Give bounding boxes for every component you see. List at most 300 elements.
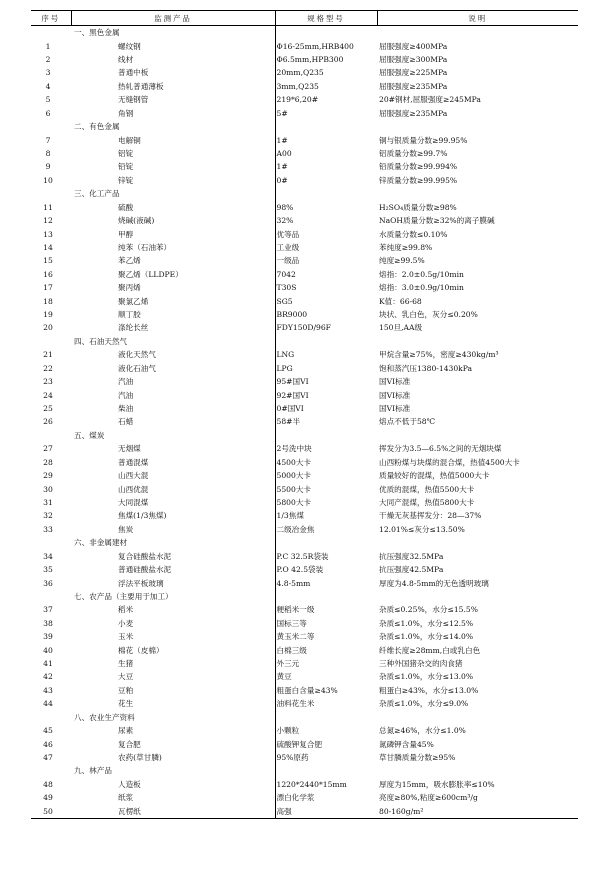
- product-name-cell: [71, 563, 275, 576]
- product-name-cell: [71, 482, 275, 495]
- spec-cell: Φ6.5mm,HPB300: [275, 53, 377, 66]
- note-cell: 铝质量分数≥99.7%: [379, 149, 448, 158]
- product-name-cell: [71, 147, 275, 160]
- spec-cell: 小颗粒: [275, 724, 377, 737]
- product-name-cell: [71, 576, 275, 589]
- spec-cell: LPG: [275, 362, 377, 375]
- product-name: 豆粕: [118, 685, 134, 695]
- note-cell: 纤维长度≥28mm,白或乳白色: [379, 645, 481, 655]
- table-row: [31, 281, 578, 294]
- spec-cell: 1#: [275, 133, 377, 146]
- category-name: 三、化工产品: [74, 189, 120, 199]
- product-name: 甲醇: [118, 229, 134, 239]
- product-name: 无缝钢管: [118, 95, 149, 105]
- table-row: [31, 643, 578, 656]
- note-cell: 厚度为4.8-5mm的无色透明玻璃: [379, 578, 489, 588]
- note-cell: 铜与银质量分数≥99.95%: [379, 135, 468, 145]
- row-number: 27: [43, 444, 53, 454]
- note-cell: 优质的混煤，热值5500大卡: [379, 484, 475, 494]
- product-name: 纸浆: [118, 793, 134, 803]
- note-cell: 大同产混煤，热值5800大卡: [379, 497, 475, 507]
- spec-cell: [275, 711, 377, 724]
- spec-cell: 1/3焦煤: [275, 509, 377, 522]
- category-name: 八、农业生产资料: [74, 712, 135, 722]
- spec-cell: 7042: [275, 268, 377, 281]
- note-cell: 国VI标准: [379, 377, 411, 387]
- table-row: [31, 254, 578, 267]
- product-name: 农药(草甘膦): [118, 752, 162, 762]
- category-row: [31, 335, 578, 348]
- row-number: 29: [43, 471, 53, 481]
- row-number: 6: [45, 108, 51, 118]
- product-name-cell: [71, 308, 275, 321]
- note-cell: [377, 536, 578, 549]
- product-name: 液化天然气: [118, 350, 156, 360]
- product-name-cell: [71, 362, 275, 375]
- note-cell: 熔点不低于58℃: [379, 417, 436, 427]
- spec-cell: 1220*2440*15mm: [275, 778, 377, 791]
- row-number: 11: [43, 202, 53, 212]
- product-name: 无烟煤: [118, 444, 141, 454]
- row-number: 43: [43, 685, 53, 695]
- row-number: 4: [45, 81, 51, 91]
- spec-cell: 黄豆: [275, 670, 377, 683]
- note-cell: 三种外国猪杂交的肉食猪: [379, 659, 463, 669]
- row-number: 1: [45, 41, 51, 51]
- spec-cell: 油料花生米: [275, 697, 377, 710]
- product-name-cell: [71, 375, 275, 388]
- row-number: [31, 187, 71, 200]
- table-row: [31, 509, 578, 522]
- product-name: 角钢: [118, 108, 134, 118]
- spec-cell: 粳稻米一级: [275, 603, 377, 616]
- table-row: [31, 603, 578, 616]
- note-cell: [377, 335, 578, 348]
- spec-cell: 4500大卡: [275, 456, 377, 469]
- product-name: 复合硅酸盐水泥: [118, 551, 172, 561]
- product-name-cell: [71, 388, 275, 401]
- spec-cell: 高强: [275, 804, 377, 818]
- spec-cell: 二级冶金焦: [275, 523, 377, 536]
- note-cell: 山西粉煤与块煤的混合煤，热值4500大卡: [379, 457, 520, 467]
- table-row: [31, 268, 578, 281]
- category-name: 二、有色金属: [74, 122, 120, 132]
- product-name-cell: [71, 107, 275, 120]
- table-row: [31, 133, 578, 146]
- note-cell: [377, 26, 578, 40]
- product-name: 苯乙烯: [118, 256, 141, 266]
- spec-cell: 95%原药: [275, 751, 377, 764]
- note-cell: 纯度≥99.5%: [379, 256, 425, 266]
- product-name: 液化石油气: [118, 363, 156, 373]
- spec-cell: 工业级: [275, 241, 377, 254]
- note-cell: 铅质量分数≥99.994%: [379, 162, 458, 172]
- spec-cell: 白棉三级: [275, 643, 377, 656]
- product-name-cell: [71, 791, 275, 804]
- spec-cell: 0#国VI: [275, 402, 377, 415]
- note-cell: [377, 764, 578, 777]
- product-name: 纯苯（石油苯）: [118, 242, 172, 252]
- note-cell: [377, 590, 578, 603]
- note-cell: 屈服强度≥235MPa: [379, 108, 448, 118]
- table-row: [31, 294, 578, 307]
- row-number: 49: [43, 793, 53, 803]
- header-product: 监测产品: [71, 11, 275, 26]
- row-number: 46: [43, 739, 53, 749]
- row-number: 40: [43, 645, 53, 655]
- spec-cell: 32%: [275, 214, 377, 227]
- row-number: 26: [43, 417, 53, 427]
- table-row: [31, 456, 578, 469]
- row-number: 36: [43, 578, 53, 588]
- row-number: 32: [43, 511, 53, 521]
- note-cell: 饱和蒸汽压1380-1430kPa: [379, 363, 473, 373]
- note-cell: 20#钢材,屈服强度≥245MPa: [379, 95, 481, 105]
- note-cell: 国VI标准: [379, 404, 411, 414]
- note-cell: 杂质≤1.0%，水分≤14.0%: [379, 632, 474, 642]
- row-number: 35: [43, 565, 53, 575]
- note-cell: 屈服强度≥225MPa: [379, 68, 448, 78]
- table-row: [31, 174, 578, 187]
- table-row: [31, 53, 578, 66]
- spec-cell: 95#国VI: [275, 375, 377, 388]
- product-name-cell: [71, 496, 275, 509]
- monitoring-products-table: [31, 10, 578, 819]
- row-number: [31, 536, 71, 549]
- product-name-cell: [71, 415, 275, 428]
- spec-cell: 58#半: [275, 415, 377, 428]
- product-name: 稻米: [118, 605, 134, 615]
- product-name: 聚丙烯: [118, 283, 141, 293]
- spec-cell: 0#: [275, 174, 377, 187]
- product-name: 浮法平板玻璃: [118, 578, 164, 588]
- table-row: [31, 107, 578, 120]
- product-name-cell: [71, 804, 275, 818]
- product-name: 线材: [118, 55, 134, 65]
- table-row: [31, 778, 578, 791]
- note-cell: NaOH质量分数≥32%的离子膜碱: [379, 216, 495, 226]
- spec-cell: 硫酸钾复合肥: [275, 737, 377, 750]
- row-number: 9: [45, 162, 51, 172]
- spec-cell: FDY150D/96F: [275, 321, 377, 334]
- product-name-cell: [71, 778, 275, 791]
- row-number: 21: [43, 350, 53, 360]
- row-number: 18: [43, 296, 53, 306]
- product-name-cell: [71, 268, 275, 281]
- category-row: [31, 26, 578, 40]
- table-row: [31, 482, 578, 495]
- row-number: 2: [45, 55, 51, 65]
- note-cell: 粗蛋白≥43%，水分≤13.0%: [379, 685, 479, 695]
- category-name-cell: [71, 590, 275, 603]
- row-number: [31, 120, 71, 133]
- spec-cell: [275, 187, 377, 200]
- note-cell: 熔指：3.0±0.9g/10min: [379, 283, 464, 293]
- spec-cell: LNG: [275, 348, 377, 361]
- product-name-cell: [71, 321, 275, 334]
- product-name: 汽油: [118, 377, 134, 387]
- spec-cell: 黄玉米二等: [275, 630, 377, 643]
- table-row: [31, 93, 578, 106]
- row-number: [31, 590, 71, 603]
- table-row: [31, 147, 578, 160]
- product-name: 尿素: [118, 726, 134, 736]
- product-name: 聚氯乙烯: [118, 296, 149, 306]
- product-name: 烧碱(液碱): [118, 216, 155, 226]
- note-cell: 国VI标准: [379, 390, 411, 400]
- product-name: 普通硅酸盐水泥: [118, 565, 172, 575]
- note-cell: 杂质≤1.0%，水分≤12.5%: [379, 618, 474, 628]
- row-number: 10: [43, 175, 53, 185]
- product-name-cell: [71, 53, 275, 66]
- row-number: [31, 764, 71, 777]
- table-row: [31, 697, 578, 710]
- table-row: [31, 308, 578, 321]
- spec-cell: BR9000: [275, 308, 377, 321]
- spec-cell: P.O 42.5袋装: [275, 563, 377, 576]
- note-cell: 屈服强度≥300MPa: [379, 55, 448, 65]
- category-name-cell: [71, 536, 275, 549]
- product-name-cell: [71, 617, 275, 630]
- row-number: 12: [43, 216, 53, 226]
- row-number: 5: [45, 95, 51, 105]
- product-name-cell: [71, 643, 275, 656]
- spec-cell: 国标三等: [275, 617, 377, 630]
- product-name-cell: [71, 281, 275, 294]
- note-cell: 总氮≥46%，水分≤1.0%: [379, 726, 466, 736]
- table-row: [31, 402, 578, 415]
- product-name: 大豆: [118, 672, 134, 682]
- spec-cell: [275, 590, 377, 603]
- row-number: 33: [43, 524, 53, 534]
- product-name-cell: [71, 133, 275, 146]
- category-name: 一、黑色金属: [74, 28, 120, 38]
- category-name: 七、农产品（主要用于加工）: [74, 591, 173, 601]
- table-row: [31, 791, 578, 804]
- note-cell: 抗压强度42.5MPa: [379, 565, 444, 575]
- product-name-cell: [71, 724, 275, 737]
- product-name: 大同混煤: [118, 497, 149, 507]
- row-number: 14: [43, 242, 53, 252]
- row-number: 31: [43, 497, 53, 507]
- product-name-cell: [71, 160, 275, 173]
- product-name-cell: [71, 603, 275, 616]
- product-name-cell: [71, 348, 275, 361]
- row-number: [31, 711, 71, 724]
- product-name: 瓦楞纸: [118, 806, 141, 816]
- note-cell: 12.01%≤灰分≤13.50%: [379, 524, 465, 534]
- spec-cell: 3mm,Q235: [275, 80, 377, 93]
- category-name-cell: [71, 764, 275, 777]
- row-number: 20: [43, 323, 53, 333]
- category-name-cell: [71, 26, 275, 40]
- product-name: 石蜡: [118, 417, 134, 427]
- product-name-cell: [71, 254, 275, 267]
- note-cell: 干燥无灰基挥发分：28—37%: [379, 511, 482, 521]
- row-number: 38: [43, 618, 53, 628]
- row-number: 50: [31, 804, 71, 818]
- spec-cell: 外三元: [275, 657, 377, 670]
- note-cell: 质量较好的混煤，热值5000大卡: [379, 471, 490, 481]
- product-name: 顺丁胶: [118, 310, 141, 320]
- spec-cell: [275, 429, 377, 442]
- row-number: [31, 429, 71, 442]
- note-cell: 150旦,AA级: [379, 323, 423, 333]
- table-row: [31, 241, 578, 254]
- table-row: [31, 576, 578, 589]
- product-name-cell: [71, 469, 275, 482]
- product-name-cell: [71, 684, 275, 697]
- table-row: [31, 442, 578, 455]
- product-name: 聚乙烯（LLDPE）: [118, 269, 183, 279]
- product-name-cell: [71, 227, 275, 240]
- spec-cell: 漂白化学浆: [275, 791, 377, 804]
- note-cell: [377, 187, 578, 200]
- table-row: [31, 469, 578, 482]
- table-row: [31, 160, 578, 173]
- product-name: 锌锭: [118, 175, 134, 185]
- note-cell: 熔指：2.0±0.5g/10min: [379, 269, 464, 279]
- spec-cell: A00: [275, 147, 377, 160]
- spec-cell: Φ16-25mm,HRB400: [275, 39, 377, 52]
- spec-cell: 一级品: [275, 254, 377, 267]
- note-cell: 厚度为15mm，吸水膨胀率≤10%: [379, 779, 495, 789]
- product-name-cell: [71, 200, 275, 213]
- row-number: [31, 26, 71, 40]
- note-cell: 抗压强度32.5MPa: [379, 551, 444, 561]
- product-name: 硫酸: [118, 202, 134, 212]
- product-name: 普通混煤: [118, 457, 149, 467]
- spec-cell: 5500大卡: [275, 482, 377, 495]
- row-number: 19: [43, 310, 53, 320]
- product-name-cell: [71, 751, 275, 764]
- product-name-cell: [71, 549, 275, 562]
- product-name: 人造板: [118, 779, 141, 789]
- note-cell: 杂质≤1.0%，水分≤13.0%: [379, 672, 474, 682]
- spec-cell: 219*6,20#: [275, 93, 377, 106]
- spec-cell: 5#: [275, 107, 377, 120]
- note-cell: 锌质量分数≥99.995%: [379, 175, 458, 185]
- product-name-cell: [71, 294, 275, 307]
- product-name: 普通中板: [118, 68, 149, 78]
- spec-cell: 2号洗中块: [275, 442, 377, 455]
- spec-cell: 98%: [275, 200, 377, 213]
- table-row: [31, 375, 578, 388]
- note-cell: H₂SO₄质量分数≥98%: [379, 202, 457, 212]
- row-number: 48: [43, 779, 53, 789]
- note-cell: 杂质≤0.25%，水分≤15.5%: [379, 605, 478, 615]
- category-row: [31, 711, 578, 724]
- product-name-cell: [71, 697, 275, 710]
- row-number: 30: [43, 484, 53, 494]
- table-row: [31, 670, 578, 683]
- spec-cell: 1#: [275, 160, 377, 173]
- product-name: 焦炭: [118, 524, 134, 534]
- product-name: 热轧普通薄板: [118, 81, 164, 91]
- product-name-cell: [71, 241, 275, 254]
- product-name: 铝锭: [118, 149, 134, 158]
- table-row: [31, 549, 578, 562]
- spec-cell: [275, 26, 377, 40]
- table-row: [31, 321, 578, 334]
- spec-cell: [275, 335, 377, 348]
- note-cell: 草甘膦质量分数≥95%: [379, 752, 456, 762]
- note-cell: 水质量分数≤0.10%: [379, 229, 448, 239]
- category-name-cell: [71, 429, 275, 442]
- table-row: [31, 737, 578, 750]
- header-note: 说明: [377, 11, 578, 26]
- row-number: 23: [43, 377, 53, 387]
- product-name-cell: [71, 509, 275, 522]
- note-cell: 苯纯度≥99.8%: [379, 242, 433, 252]
- note-cell: [377, 120, 578, 133]
- spec-cell: 92#国VI: [275, 388, 377, 401]
- header-spec: 规格型号: [275, 11, 377, 26]
- product-name-cell: [71, 670, 275, 683]
- note-cell: 甲烷含量≥75%，密度≥430kg/m³: [379, 350, 499, 360]
- product-name: 复合肥: [118, 739, 141, 749]
- table-row: [31, 751, 578, 764]
- product-name: 山西优混: [118, 484, 149, 494]
- product-name-cell: [71, 630, 275, 643]
- category-row: [31, 429, 578, 442]
- table-row: [31, 804, 578, 818]
- product-name: 柴油: [118, 404, 134, 414]
- category-name: 九、林产品: [74, 766, 112, 776]
- note-cell: K值：66-68: [379, 296, 422, 306]
- category-name: 四、石油天然气: [74, 336, 128, 346]
- table-row: [31, 214, 578, 227]
- spec-cell: T30S: [275, 281, 377, 294]
- table-row: [31, 39, 578, 52]
- category-row: [31, 590, 578, 603]
- table-row: [31, 66, 578, 79]
- spec-cell: 5800大卡: [275, 496, 377, 509]
- note-cell: 氮磷钾含量45%: [379, 739, 434, 749]
- row-number: 25: [43, 404, 53, 414]
- row-number: 3: [45, 68, 51, 78]
- category-name-cell: [71, 711, 275, 724]
- table-row: [31, 617, 578, 630]
- product-name-cell: [71, 214, 275, 227]
- product-name-cell: [71, 737, 275, 750]
- product-name: 小麦: [118, 618, 134, 628]
- note-cell: 杂质≤1.0%，水分≤9.0%: [379, 699, 469, 709]
- spec-cell: 20mm,Q235: [275, 66, 377, 79]
- product-name: 螺纹钢: [118, 41, 141, 51]
- note-cell: 块状、乳白色，灰分≤0.20%: [379, 310, 478, 320]
- table-row: [31, 724, 578, 737]
- table-row: [31, 80, 578, 93]
- note-cell: 挥发分为3.5—6.5%之间的无烟块煤: [379, 444, 502, 454]
- product-name-cell: [71, 174, 275, 187]
- spec-cell: 优等品: [275, 227, 377, 240]
- product-name-cell: [71, 657, 275, 670]
- product-name-cell: [71, 66, 275, 79]
- product-name-cell: [71, 523, 275, 536]
- category-name: 六、非金属建材: [74, 538, 128, 548]
- note-cell: [377, 429, 578, 442]
- spec-cell: SG5: [275, 294, 377, 307]
- row-number: 44: [43, 699, 53, 709]
- table-row: [31, 348, 578, 361]
- product-name-cell: [71, 80, 275, 93]
- table-row: [31, 563, 578, 576]
- table-body: [31, 26, 578, 819]
- row-number: 45: [43, 726, 53, 736]
- row-number: 37: [43, 605, 53, 615]
- category-name-cell: [71, 335, 275, 348]
